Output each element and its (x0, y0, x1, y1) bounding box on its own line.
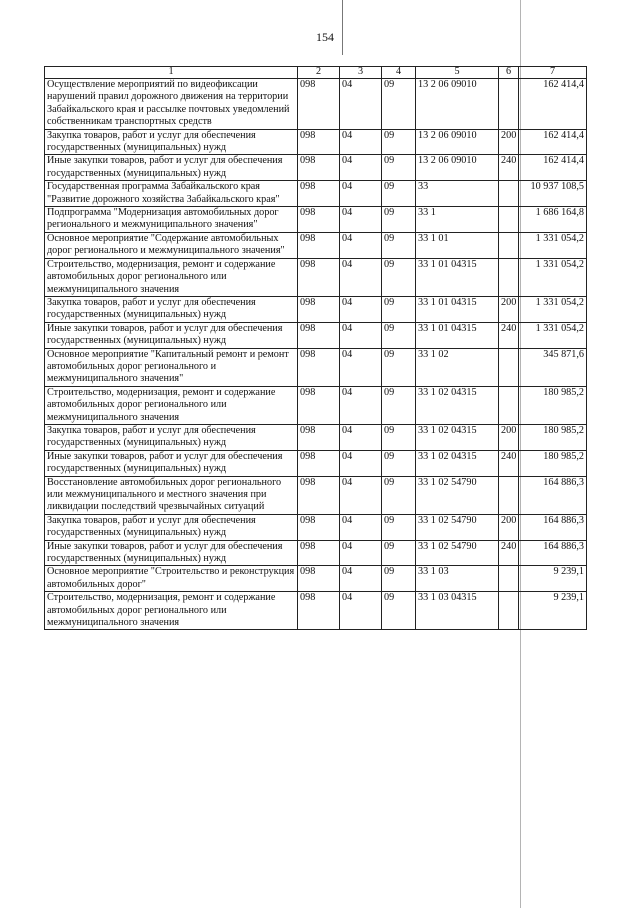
row-grbs: 098 (298, 232, 340, 258)
row-target-article: 13 2 06 09010 (416, 155, 499, 181)
row-target-article: 33 1 02 (416, 348, 499, 386)
row-name: Иные закупки товаров, работ и услуг для обеспечения государственных (муниципальных) нужд (45, 322, 298, 348)
row-expense-type (499, 258, 519, 296)
table-row (45, 566, 587, 592)
row-section: 04 (340, 514, 382, 540)
row-name: Иные закупки товаров, работ и услуг для обеспечения государственных (муниципальных) нужд (45, 450, 298, 476)
row-subsection: 09 (382, 450, 416, 476)
row-amount: 1 686 164,8 (519, 207, 587, 233)
row-amount: 180 985,2 (519, 424, 587, 450)
row-grbs: 098 (298, 566, 340, 592)
row-name: Строительство, модернизация, ремонт и содержание автомобильных дорог регионального или межмуниципального значения (45, 258, 298, 296)
row-amount: 1 331 054,2 (519, 322, 587, 348)
row-section: 04 (340, 450, 382, 476)
table-row (45, 322, 587, 348)
row-amount: 164 886,3 (519, 514, 587, 540)
row-amount: 164 886,3 (519, 540, 587, 566)
table-row (45, 296, 587, 322)
row-amount: 162 414,4 (519, 79, 587, 130)
row-subsection: 09 (382, 207, 416, 233)
table-row (45, 514, 587, 540)
row-amount: 164 886,3 (519, 476, 587, 514)
row-section: 04 (340, 566, 382, 592)
row-name: Закупка товаров, работ и услуг для обеспечения государственных (муниципальных) нужд (45, 424, 298, 450)
row-subsection: 09 (382, 296, 416, 322)
row-expense-type (499, 476, 519, 514)
row-amount: 180 985,2 (519, 386, 587, 424)
row-grbs: 098 (298, 424, 340, 450)
row-target-article: 33 (416, 181, 499, 207)
row-grbs: 098 (298, 592, 340, 630)
row-target-article: 33 1 03 (416, 566, 499, 592)
row-amount: 162 414,4 (519, 155, 587, 181)
row-section: 04 (340, 424, 382, 450)
row-subsection: 09 (382, 348, 416, 386)
row-section: 04 (340, 322, 382, 348)
header-col-5: 5 (416, 67, 499, 79)
row-name: Строительство, модернизация, ремонт и содержание автомобильных дорог регионального или межмуниципального значения (45, 592, 298, 630)
row-section: 04 (340, 258, 382, 296)
row-section: 04 (340, 296, 382, 322)
header-col-3: 3 (340, 67, 382, 79)
table-row (45, 386, 587, 424)
row-grbs: 098 (298, 155, 340, 181)
row-section: 04 (340, 540, 382, 566)
row-amount: 1 331 054,2 (519, 258, 587, 296)
row-expense-type: 240 (499, 450, 519, 476)
header-col-1: 1 (45, 67, 298, 79)
row-section: 04 (340, 386, 382, 424)
row-amount: 9 239,1 (519, 592, 587, 630)
row-amount: 9 239,1 (519, 566, 587, 592)
row-section: 04 (340, 348, 382, 386)
table-row (45, 79, 587, 130)
row-subsection: 09 (382, 540, 416, 566)
row-section: 04 (340, 232, 382, 258)
header-col-7: 7 (519, 67, 587, 79)
row-grbs: 098 (298, 79, 340, 130)
row-target-article: 33 1 02 04315 (416, 424, 499, 450)
row-name: Закупка товаров, работ и услуг для обеспечения государственных (муниципальных) нужд (45, 514, 298, 540)
table-row (45, 540, 587, 566)
row-grbs: 098 (298, 514, 340, 540)
row-grbs: 098 (298, 322, 340, 348)
row-amount: 162 414,4 (519, 129, 587, 155)
row-expense-type (499, 232, 519, 258)
row-target-article: 33 1 02 54790 (416, 540, 499, 566)
row-expense-type: 240 (499, 322, 519, 348)
row-name: Основное мероприятие "Строительство и реконструкция автомобильных дорог" (45, 566, 298, 592)
row-target-article: 33 1 02 04315 (416, 386, 499, 424)
row-grbs: 098 (298, 386, 340, 424)
row-name: Строительство, модернизация, ремонт и содержание автомобильных дорог регионального или межмуниципального значения (45, 386, 298, 424)
row-subsection: 09 (382, 424, 416, 450)
header-col-6: 6 (499, 67, 519, 79)
header-col-2: 2 (298, 67, 340, 79)
row-name: Основное мероприятие "Капитальный ремонт и ремонт автомобильных дорог регионального и межмуниципального значения" (45, 348, 298, 386)
table-row (45, 181, 587, 207)
row-name: Иные закупки товаров, работ и услуг для обеспечения государственных (муниципальных) нужд (45, 540, 298, 566)
row-subsection: 09 (382, 232, 416, 258)
row-subsection: 09 (382, 79, 416, 130)
row-amount: 180 985,2 (519, 450, 587, 476)
row-grbs: 098 (298, 450, 340, 476)
header-row (45, 67, 587, 79)
row-target-article: 33 1 01 04315 (416, 296, 499, 322)
row-target-article: 33 1 02 54790 (416, 514, 499, 540)
row-target-article: 13 2 06 09010 (416, 79, 499, 130)
row-name: Восстановление автомобильных дорог регионального или межмуниципального и местного значения при ликвидации последствий чрезвычайных ситуаций (45, 476, 298, 514)
table-row (45, 207, 587, 233)
budget-table (44, 66, 587, 630)
row-grbs: 098 (298, 258, 340, 296)
row-target-article: 33 1 01 04315 (416, 258, 499, 296)
row-expense-type (499, 386, 519, 424)
row-grbs: 098 (298, 540, 340, 566)
row-grbs: 098 (298, 129, 340, 155)
row-grbs: 098 (298, 476, 340, 514)
table-row (45, 155, 587, 181)
row-name: Иные закупки товаров, работ и услуг для обеспечения государственных (муниципальных) нужд (45, 155, 298, 181)
row-expense-type: 200 (499, 296, 519, 322)
row-section: 04 (340, 181, 382, 207)
row-subsection: 09 (382, 258, 416, 296)
table-row (45, 232, 587, 258)
row-expense-type: 200 (499, 514, 519, 540)
row-name: Подпрограмма "Модернизация автомобильных дорог регионального и межмуниципального значения" (45, 207, 298, 233)
row-grbs: 098 (298, 296, 340, 322)
row-grbs: 098 (298, 207, 340, 233)
row-name: Основное мероприятие "Содержание автомобильных дорог регионального и межмуниципального значения" (45, 232, 298, 258)
table-row (45, 592, 587, 630)
row-name: Осуществление мероприятий по видеофиксации нарушений правил дорожного движения на территории Забайкальского края и рассылке почтовых уведомлений собственникам транспортных средств (45, 79, 298, 130)
row-expense-type (499, 566, 519, 592)
row-expense-type (499, 207, 519, 233)
row-expense-type (499, 181, 519, 207)
row-subsection: 09 (382, 592, 416, 630)
row-section: 04 (340, 476, 382, 514)
row-name: Закупка товаров, работ и услуг для обеспечения государственных (муниципальных) нужд (45, 296, 298, 322)
table-row (45, 424, 587, 450)
row-expense-type: 200 (499, 129, 519, 155)
row-section: 04 (340, 592, 382, 630)
row-amount: 1 331 054,2 (519, 232, 587, 258)
row-expense-type: 240 (499, 540, 519, 566)
row-target-article: 33 1 03 04315 (416, 592, 499, 630)
page-number: 154 (316, 30, 334, 44)
row-subsection: 09 (382, 129, 416, 155)
row-subsection: 09 (382, 514, 416, 540)
row-section: 04 (340, 207, 382, 233)
row-subsection: 09 (382, 322, 416, 348)
row-amount: 1 331 054,2 (519, 296, 587, 322)
table-row (45, 258, 587, 296)
row-expense-type (499, 592, 519, 630)
row-expense-type: 200 (499, 424, 519, 450)
row-subsection: 09 (382, 181, 416, 207)
row-target-article: 33 1 (416, 207, 499, 233)
row-subsection: 09 (382, 476, 416, 514)
row-target-article: 33 1 01 (416, 232, 499, 258)
row-section: 04 (340, 155, 382, 181)
row-amount: 345 871,6 (519, 348, 587, 386)
table-row (45, 476, 587, 514)
row-target-article: 33 1 02 54790 (416, 476, 499, 514)
row-name: Закупка товаров, работ и услуг для обеспечения государственных (муниципальных) нужд (45, 129, 298, 155)
row-subsection: 09 (382, 386, 416, 424)
row-target-article: 33 1 01 04315 (416, 322, 499, 348)
table-row (45, 129, 587, 155)
row-amount: 10 937 108,5 (519, 181, 587, 207)
row-name: Государственная программа Забайкальского края "Развитие дорожного хозяйства Забайкальского края" (45, 181, 298, 207)
row-grbs: 098 (298, 348, 340, 386)
row-section: 04 (340, 79, 382, 130)
row-grbs: 098 (298, 181, 340, 207)
table-row (45, 450, 587, 476)
row-target-article: 33 1 02 04315 (416, 450, 499, 476)
row-expense-type (499, 79, 519, 130)
row-subsection: 09 (382, 566, 416, 592)
row-expense-type: 240 (499, 155, 519, 181)
header-col-4: 4 (382, 67, 416, 79)
table-body (45, 79, 587, 630)
row-target-article: 13 2 06 09010 (416, 129, 499, 155)
row-section: 04 (340, 129, 382, 155)
scan-line-left (342, 0, 343, 55)
row-expense-type (499, 348, 519, 386)
row-subsection: 09 (382, 155, 416, 181)
table-row (45, 348, 587, 386)
